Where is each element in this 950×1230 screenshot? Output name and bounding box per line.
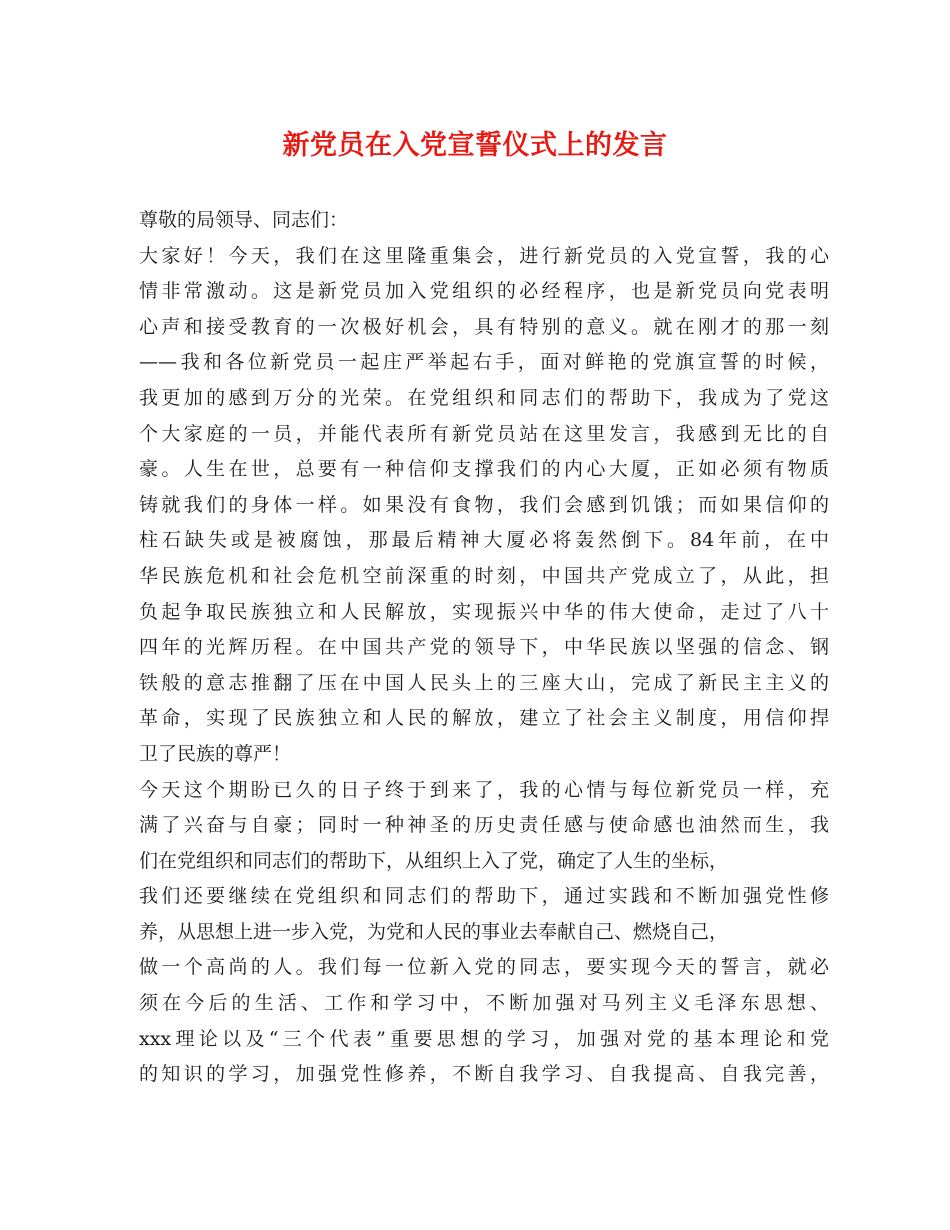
body-line: 卫了民族的尊严！ <box>139 742 292 765</box>
salutation-line: 尊敬的局领导、同志们： <box>139 209 349 231</box>
body-line: 柱石缺失或是被腐蚀，那最后精神大厦必将轰然倒下。84年前，在中 <box>139 529 829 552</box>
body-line: 我们还要继续在党组织和同志们的帮助下，通过实践和不断加强党性修 <box>139 885 829 908</box>
body-line: 负起争取民族独立和人民解放，实现振兴中华的伟大使命，走过了八十 <box>139 600 829 623</box>
body-line: 大家好！今天，我们在这里隆重集会，进行新党员的入党宣誓，我的心 <box>139 244 829 267</box>
body-line: 满了兴奋与自豪；同时一种神圣的历史责任感与使命感也油然而生，我 <box>139 814 829 837</box>
body-line: 铸就我们的身体一样。如果没有食物，我们会感到饥饿；而如果信仰的 <box>139 493 829 516</box>
body-line: 今天这个期盼已久的日子终于到来了，我的心情与每位新党员一样，充 <box>139 778 829 801</box>
body-line: 养，从思想上进一步入党，为党和人民的事业去奉献自己、燃烧自己， <box>139 920 729 943</box>
body-line: 情非常激动。这是新党员加入党组织的必经程序，也是新党员向党表明 <box>139 280 829 303</box>
document-body <box>139 203 829 1093</box>
body-line: 我更加的感到万分的光荣。在党组织和同志们的帮助下，我成为了党这 <box>139 386 829 409</box>
body-line: 豪。人生在世，总要有一种信仰支撑我们的内心大厦，正如必须有物质 <box>139 458 829 481</box>
body-line: 的知识的学习，加强党性修养，不断自我学习、自我提高、自我完善， <box>139 1063 829 1086</box>
body-line: xxx理论以及“三个代表”重要思想的学习，加强对党的基本理论和党 <box>139 1027 829 1050</box>
body-line: 铁般的意志推翻了压在中国人民头上的三座大山，完成了新民主主义的 <box>139 671 829 694</box>
body-line: 革命，实现了民族独立和人民的解放，建立了社会主义制度，用信仰捍 <box>139 707 829 730</box>
body-line: 华民族危机和社会危机空前深重的时刻，中国共产党成立了，从此，担 <box>139 564 829 587</box>
body-line: 须在今后的生活、工作和学习中，不断加强对马列主义毛泽东思想、 <box>139 992 829 1015</box>
body-line: 做一个高尚的人。我们每一位新入党的同志，要实现今天的誓言，就必 <box>139 956 829 979</box>
body-line: ——我和各位新党员一起庄严举起右手，面对鲜艳的党旗宣誓的时候， <box>139 351 829 374</box>
body-line: 心声和接受教育的一次极好机会，具有特别的意义。就在刚才的那一刻 <box>139 315 829 338</box>
document-title: 新党员在入党宣誓仪式上的发言 <box>282 130 668 161</box>
body-line: 们在党组织和同志们的帮助下，从组织上入了党，确定了人生的坐标， <box>139 849 729 872</box>
body-line: 个大家庭的一员，并能代表所有新党员站在这里发言，我感到无比的自 <box>139 422 829 445</box>
body-line: 四年的光辉历程。在中国共产党的领导下，中华民族以坚强的信念、钢 <box>139 636 829 659</box>
